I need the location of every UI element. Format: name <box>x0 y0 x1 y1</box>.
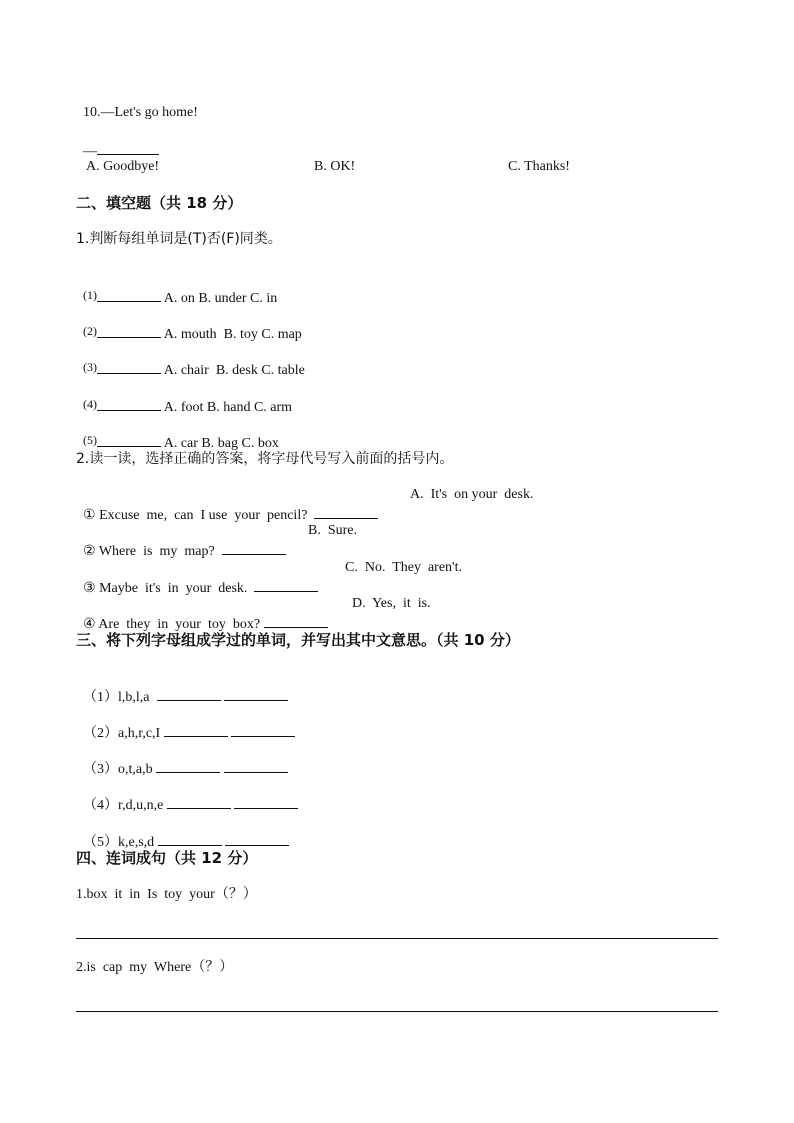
section4-item-2: 2.is cap my Where（？） <box>76 960 234 975</box>
meaning-blank[interactable] <box>231 722 295 737</box>
item-letters: o,t,a,b <box>118 762 153 777</box>
item-letters: a,h,r,c,I <box>118 726 161 741</box>
item-letters: r,d,u,n,e <box>118 798 164 813</box>
item-words: A. foot B. hand C. arm <box>163 400 293 415</box>
part2-item-3 <box>76 559 318 598</box>
item-number: （4） <box>83 798 118 813</box>
section4-item-1: 1.box it in Is toy your（？） <box>76 887 257 902</box>
answer-blank[interactable] <box>97 359 161 374</box>
item-letters: l,b,l,a <box>118 690 150 705</box>
section4-title: 四、连词成句（共 12 分） <box>76 849 258 867</box>
part2-item-2 <box>76 522 286 561</box>
item-words: A. chair B. desk C. table <box>163 363 305 378</box>
answer-blank[interactable] <box>254 577 318 592</box>
answer-blank[interactable] <box>97 323 161 338</box>
section4-answer-line-1[interactable] <box>76 938 718 939</box>
meaning-blank[interactable] <box>224 686 288 701</box>
item-question: Excuse me, can I use your pencil? <box>99 508 308 523</box>
item-letters: k,e,s,d <box>118 835 155 850</box>
part2-item-4 <box>76 595 328 634</box>
meaning-blank[interactable] <box>234 794 298 809</box>
answer-blank[interactable] <box>97 287 161 302</box>
q10-question: 10.—Let's go home! <box>83 105 198 120</box>
item-number: (2) <box>83 324 97 338</box>
section4-answer-line-2[interactable] <box>76 1011 718 1012</box>
part1-item-4 <box>76 377 292 417</box>
part1-item-2 <box>76 304 302 344</box>
item-question: Where is my map? <box>98 544 215 559</box>
word-blank[interactable] <box>157 686 221 701</box>
item-words: A. mouth B. toy C. map <box>163 327 302 342</box>
item-question: Are they in your toy box? <box>98 617 261 632</box>
section2-part2-instruction: 2.读一读，选择正确的答案，将字母代号写入前面的括号内。 <box>76 451 454 467</box>
q10-option-c[interactable]: C. Thanks! <box>508 159 570 174</box>
section3-item-1 <box>76 668 288 707</box>
word-blank[interactable] <box>156 758 220 773</box>
item-number: （5） <box>83 835 118 850</box>
section3-item-3 <box>76 740 288 779</box>
item-number: ③ <box>83 581 96 596</box>
q10-option-b[interactable]: B. OK! <box>314 159 356 174</box>
q10-option-a[interactable]: A. Goodbye! <box>86 159 160 174</box>
item-number: (5) <box>83 433 97 447</box>
item-number: (4) <box>83 397 97 411</box>
part2-answer-2: B. Sure. <box>308 523 357 538</box>
word-blank[interactable] <box>167 794 231 809</box>
answer-blank[interactable] <box>222 540 286 555</box>
q10-answer-blank[interactable] <box>97 140 159 155</box>
section2-part1-instruction: 1.判断每组单词是(T)否(F)同类。 <box>76 231 282 247</box>
item-number: （2） <box>83 726 118 741</box>
part2-answer-3: C. No. They aren't. <box>345 560 462 575</box>
section3-title: 三、将下列字母组成学过的单词，并写出其中文意思。（共 10 分） <box>76 631 520 649</box>
section3-item-5 <box>76 813 289 852</box>
answer-blank[interactable] <box>97 396 161 411</box>
q10-response-prefix: — <box>83 144 97 159</box>
q10-response-line <box>76 122 159 161</box>
part1-item-3 <box>76 340 305 380</box>
item-number: ② <box>83 544 96 559</box>
section3-item-4 <box>76 776 298 815</box>
answer-blank[interactable] <box>264 613 328 628</box>
word-blank[interactable] <box>158 831 222 846</box>
part1-item-5 <box>76 413 279 453</box>
item-number: ① <box>83 508 96 523</box>
item-words: A. car B. bag C. box <box>163 436 279 451</box>
part2-answer-4: D. Yes, it is. <box>352 596 431 611</box>
word-blank[interactable] <box>164 722 228 737</box>
section2-title: 二、填空题（共 18 分） <box>76 194 243 212</box>
meaning-blank[interactable] <box>224 758 288 773</box>
item-number: ④ <box>83 617 96 632</box>
item-question: Maybe it's in your desk. <box>99 581 248 596</box>
section3-item-2 <box>76 704 295 743</box>
item-number: （3） <box>83 762 118 777</box>
part2-item-1 <box>76 486 378 525</box>
part1-item-1 <box>76 268 277 308</box>
item-number: (3) <box>83 360 97 374</box>
part2-answer-1: A. It's on your desk. <box>410 487 534 502</box>
answer-blank[interactable] <box>97 432 161 447</box>
item-number: (1) <box>83 288 97 302</box>
answer-blank[interactable] <box>314 504 378 519</box>
item-words: A. on B. under C. in <box>163 291 278 306</box>
meaning-blank[interactable] <box>225 831 289 846</box>
item-number: （1） <box>83 690 118 705</box>
